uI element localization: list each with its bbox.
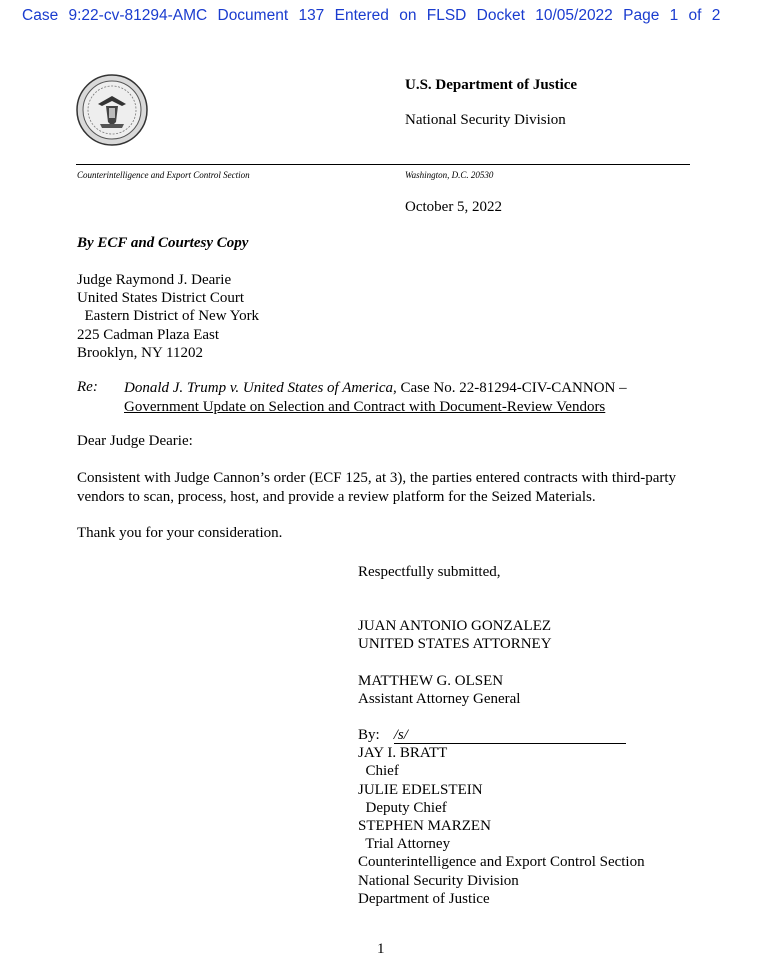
signer-line: Trial Attorney [358,836,451,853]
ecf-docket-header: Case 9:22-cv-81294-AMC Document 137 Entered on FLSD Docket 10/05/2022 Page 1 of 2 [22,7,721,24]
case-number: , Case No. 22-81294-CIV-CANNON – [393,380,627,396]
aag-name: MATTHEW G. OLSEN [358,672,504,689]
signature-block [358,563,645,908]
addressee-line: United States District Court [77,290,245,307]
signer-line: National Security Division [358,872,519,889]
signer-line: Counterintelligence and Export Control Section [358,854,645,871]
signer-line: STEPHEN MARZEN [358,818,491,835]
closing-thanks: Thank you for your consideration. [77,525,283,541]
addressee-line: 225 Cadman Plaza East [77,326,220,343]
addressee-line: Eastern District of New York [77,308,260,325]
signer-line: Deputy Chief [358,799,447,816]
closing-line: Respectfully submitted, [358,564,501,580]
re-subject: Government Update on Selection and Contract with Document-Review Vendors [124,398,606,415]
us-attorney-title: UNITED STATES ATTORNEY [358,636,552,653]
doj-seal-icon [76,74,148,146]
addressee-block [77,271,259,362]
signer-line: Chief [358,763,399,780]
signer-line: JULIE EDELSTEIN [358,781,483,798]
signature-mark: /s/ [394,727,626,744]
re-label: Re: [77,379,98,395]
body-paragraph: Consistent with Judge Cannon’s order (ECF 125, at 3), the parties entered contracts with third-party vendors to scan, process, host, and provide a review platform for the Seized Materials. [77,470,677,505]
by-label: By: [358,727,380,744]
signer-line: JAY I. BRATT [358,745,448,762]
city-address: Washington, D.C. 20530 [405,170,494,180]
addressee-line: Judge Raymond J. Dearie [77,272,232,288]
by-line [358,726,645,744]
addressee-line: Brooklyn, NY 11202 [77,344,203,361]
letterhead-rule [76,164,690,165]
division-name: National Security Division [405,112,566,128]
salutation: Dear Judge Dearie: [77,433,193,449]
page-number: 1 [377,941,385,957]
delivery-method: By ECF and Courtesy Copy [77,235,249,251]
section-name: Counterintelligence and Export Control Section [77,170,250,180]
case-name: Donald J. Trump v. United States of America [124,380,394,396]
re-block [124,379,627,416]
department-name: U.S. Department of Justice [405,77,578,93]
aag-title: Assistant Attorney General [358,690,521,707]
letter-date: October 5, 2022 [405,199,503,215]
us-attorney-name: JUAN ANTONIO GONZALEZ [358,618,552,635]
signer-line: Department of Justice [358,890,490,907]
